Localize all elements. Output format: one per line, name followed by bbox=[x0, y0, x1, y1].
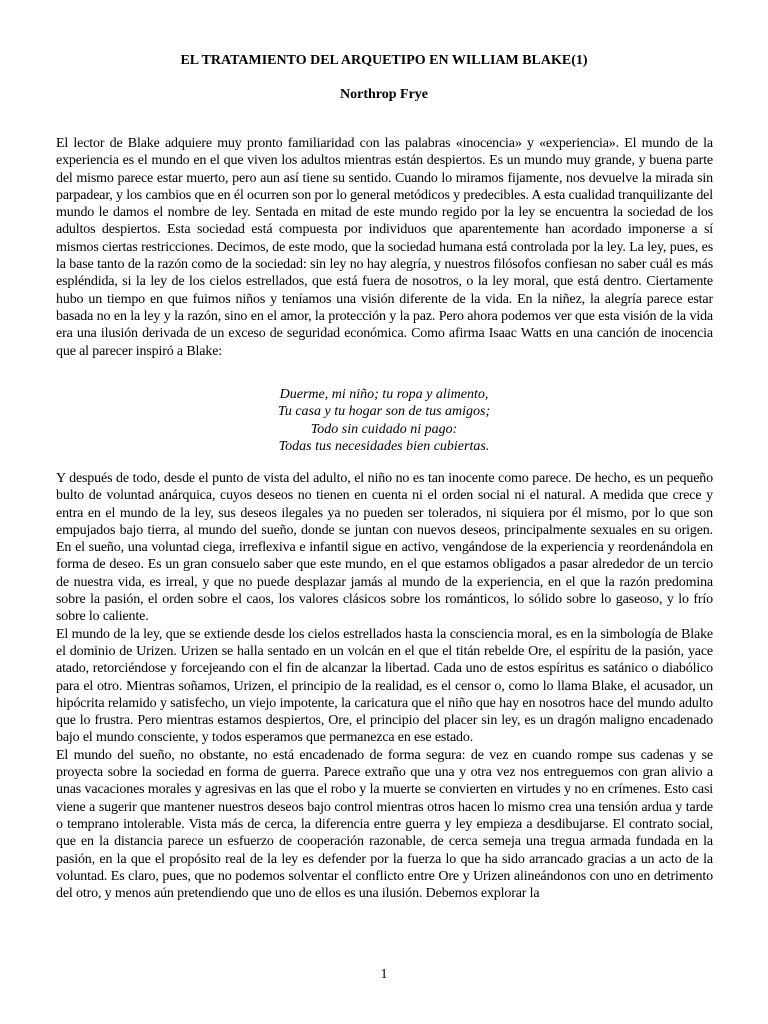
verse-line-3: Todo sin cuidado ni pago: bbox=[310, 421, 458, 437]
verse-line-2: Tu casa y tu hogar son de tus amigos; bbox=[277, 404, 491, 420]
paragraph-4: El mundo del sueño, no obstante, no está encadenado de forma segura: de vez en cuando rompe sus cadenas y se proyecta sobre la sociedad en forma de guerra. Parece extraño que una y otra vez nos entreguemos con gran alivio a unas vacaciones morales y agresivas en las que el robo y la muerte se convierten en virtudes y no en crímenes. Esto casi viene a sugerir que mantener nuestros deseos bajo control mientras otros hacen lo mismo crea una tensión ardua y tarde o temprano intolerable. Vista más de cerca, la diferencia entre guerra y ley empieza a desdibujarse. El contrato social, que en la distancia parece un esfuerzo de cooperación razonable, de cerca semeja una tregua armada fundada en la pasión, en la que el propósito real de la ley es defender por la fuerza lo que ha sido arrancado gracias a un acto de la voluntad. Es claro, pues, que no podemos solventar el conflicto entre Ore y Urizen alineándonos con uno en detrimento del otro, y menos aún pretendiendo que uno de ellos es una ilusión. Debemos explorar la bbox=[56, 747, 713, 902]
document-author: Northrop Frye bbox=[340, 87, 428, 102]
paragraph-3: El mundo de la ley, que se extiende desde los cielos estrellados hasta la consciencia moral, es en la simbología de Blake el dominio de Urizen. Urizen se halla sentado en un volcán en el que el titán rebelde Ore, el espíritu de la pasión, yace atado, retorciéndose y forcejeando con el fin de alcanzar la libertad. Cada uno de estos espíritus es satánico o diabólico para el otro. Mientras soñamos, Urizen, el principio de la realidad, es el censor o, como lo llama Blake, el acusador, un hipócrita relamido y satisfecho, un viejo impotente, la caricatura que el niño que hay en nosotros hace del mundo adulto que lo frustra. Pero mientras estamos despiertos, Ore, el principio del placer sin ley, es un dragón maligno encadenado bajo el mundo consciente, y todos esperamos que permanezca en ese estado. bbox=[56, 626, 713, 746]
document-title: EL TRATAMIENTO DEL ARQUETIPO EN WILLIAM BLAKE(1) bbox=[180, 53, 588, 68]
paragraph-2: Y después de todo, desde el punto de vista del adulto, el niño no es tan inocente como parece. De hecho, es un pequeño bulto de voluntad anárquica, cuyos deseos no tienen en cuenta ni el orden social ni el natural. A medida que crece y entra en el mundo de la ley, sus deseos ilegales ya no pueden ser tolerados, ni siquiera por él mismo, por lo que son empujados bajo tierra, al mundo del sueño, donde se juntan con nuevos deseos, principalmente sexuales en su origen. En el sueño, una voluntad ciega, irreflexiva e infantil sigue en activo, vengándose de la experiencia y reordenándola en forma de deseo. Es un gran consuelo saber que este mundo, en el que estamos obligados a pasar alrededor de un tercio de nuestra vida, es irreal, y que no puede desplazar jamás al mundo de la experiencia, en el que la razón predomina sobre la pasión, el orden sobre el caos, los valores clásicos sobre los románticos, lo sólido sobre lo gaseoso, y lo frío sobre lo caliente. bbox=[56, 471, 713, 625]
verse-block bbox=[0, 386, 768, 455]
verse-line-4: Todas tus necesidades bien cubiertas. bbox=[278, 438, 490, 454]
paragraph-1: El lector de Blake adquiere muy pronto familiaridad con las palabras «inocencia» y «experiencia». El mundo de la experiencia es el mundo en el que viven los adultos mientras están despiertos. Es un mundo muy grande, y buena parte del mismo parece estar muerto, pero aun así tiene su sentido. Cuando lo miramos fijamente, nos devuelve la mirada sin parpadear, y los cambios que en él ocurren son por lo general metódicos y predecibles. A esta cualidad tranquilizante del mundo le damos el nombre de ley. Sentada en mitad de este mundo regido por la ley se encuentra la sociedad de los adultos despiertos. Esta sociedad está compuesta por individuos que aparentemente han acordado imponerse a sí mismos ciertas restricciones. Decimos, de este modo, que la sociedad humana está controlada por la ley. La ley, pues, es la base tanto de la razón como de la sociedad: sin ley no hay alegría, y nuestros filósofos confiesan no saber cuál es más espléndida, si la ley de los cielos estrellados, que está fuera de nosotros, o la ley moral, que está dentro. Ciertamente hubo un tiempo en que fuimos niños y teníamos una visión diferente de la vida. En la niñez, la alegría parece estar basada no en la ley y la razón, sino en el amor, la protección y la paz. Pero ahora podemos ver que esta visión de la vida era una ilusión derivada de un exceso de seguridad económica. Como afirma Isaac Watts en una canción de inocencia que al parecer inspiró a Blake: bbox=[56, 136, 713, 359]
page-number: 1 bbox=[380, 967, 388, 982]
verse-line-1: Duerme, mi niño; tu ropa y alimento, bbox=[279, 387, 489, 402]
body-text bbox=[56, 470, 713, 902]
